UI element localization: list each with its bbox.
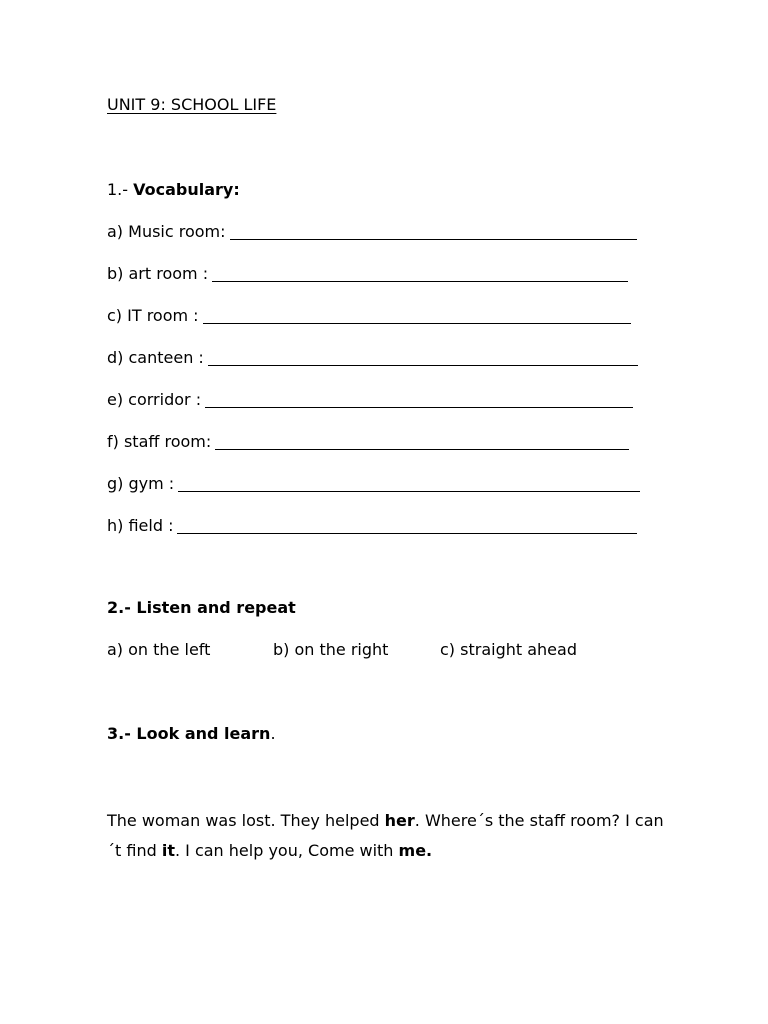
direction-option-left: a) on the left bbox=[107, 640, 211, 659]
page-title: UNIT 9: SCHOOL LIFE bbox=[107, 95, 277, 114]
vocab-label: d) canteen : bbox=[107, 348, 204, 367]
vocab-label: c) IT room : bbox=[107, 306, 199, 325]
section-2-heading: 2.- Listen and repeat bbox=[107, 598, 296, 617]
vocab-item bbox=[107, 388, 633, 410]
vocab-label: h) field : bbox=[107, 516, 174, 535]
direction-option-right: b) on the right bbox=[273, 640, 389, 659]
pronoun-it: it bbox=[161, 841, 175, 860]
vocab-item bbox=[107, 220, 637, 242]
direction-option-straight: c) straight ahead bbox=[440, 640, 577, 659]
vocab-item bbox=[107, 430, 629, 452]
answer-blank[interactable] bbox=[177, 517, 637, 534]
story-text: The woman was lost. They helped bbox=[107, 811, 385, 830]
section-1-number: 1.- bbox=[107, 180, 134, 199]
section-3-title-suffix: . bbox=[270, 724, 276, 743]
story-text: . I can help you, Come with bbox=[174, 841, 399, 860]
vocab-label: a) Music room: bbox=[107, 222, 226, 241]
pronoun-me: me. bbox=[398, 841, 433, 860]
answer-blank[interactable] bbox=[203, 307, 631, 324]
answer-blank[interactable] bbox=[212, 265, 628, 282]
pronoun-her: her bbox=[384, 811, 415, 830]
vocab-label: e) corridor : bbox=[107, 390, 202, 409]
story-paragraph bbox=[107, 806, 677, 866]
section-3-title: 3.- Look and learn bbox=[107, 724, 271, 743]
vocab-item bbox=[107, 514, 637, 536]
vocab-label: g) gym : bbox=[107, 474, 175, 493]
vocab-label: f) staff room: bbox=[107, 432, 212, 451]
vocab-item bbox=[107, 346, 638, 368]
answer-blank[interactable] bbox=[215, 433, 629, 450]
section-1-title: Vocabulary: bbox=[133, 180, 240, 199]
vocab-item bbox=[107, 304, 631, 326]
answer-blank[interactable] bbox=[178, 475, 640, 492]
vocab-item bbox=[107, 472, 640, 494]
section-3-heading bbox=[107, 724, 276, 744]
answer-blank[interactable] bbox=[230, 223, 637, 240]
answer-blank[interactable] bbox=[208, 349, 638, 366]
vocab-label: b) art room : bbox=[107, 264, 209, 283]
section-1-heading bbox=[107, 180, 240, 200]
answer-blank[interactable] bbox=[205, 391, 633, 408]
story-text: . Where´s the staff room? I can´t find bbox=[107, 811, 664, 860]
vocab-item bbox=[107, 262, 628, 284]
